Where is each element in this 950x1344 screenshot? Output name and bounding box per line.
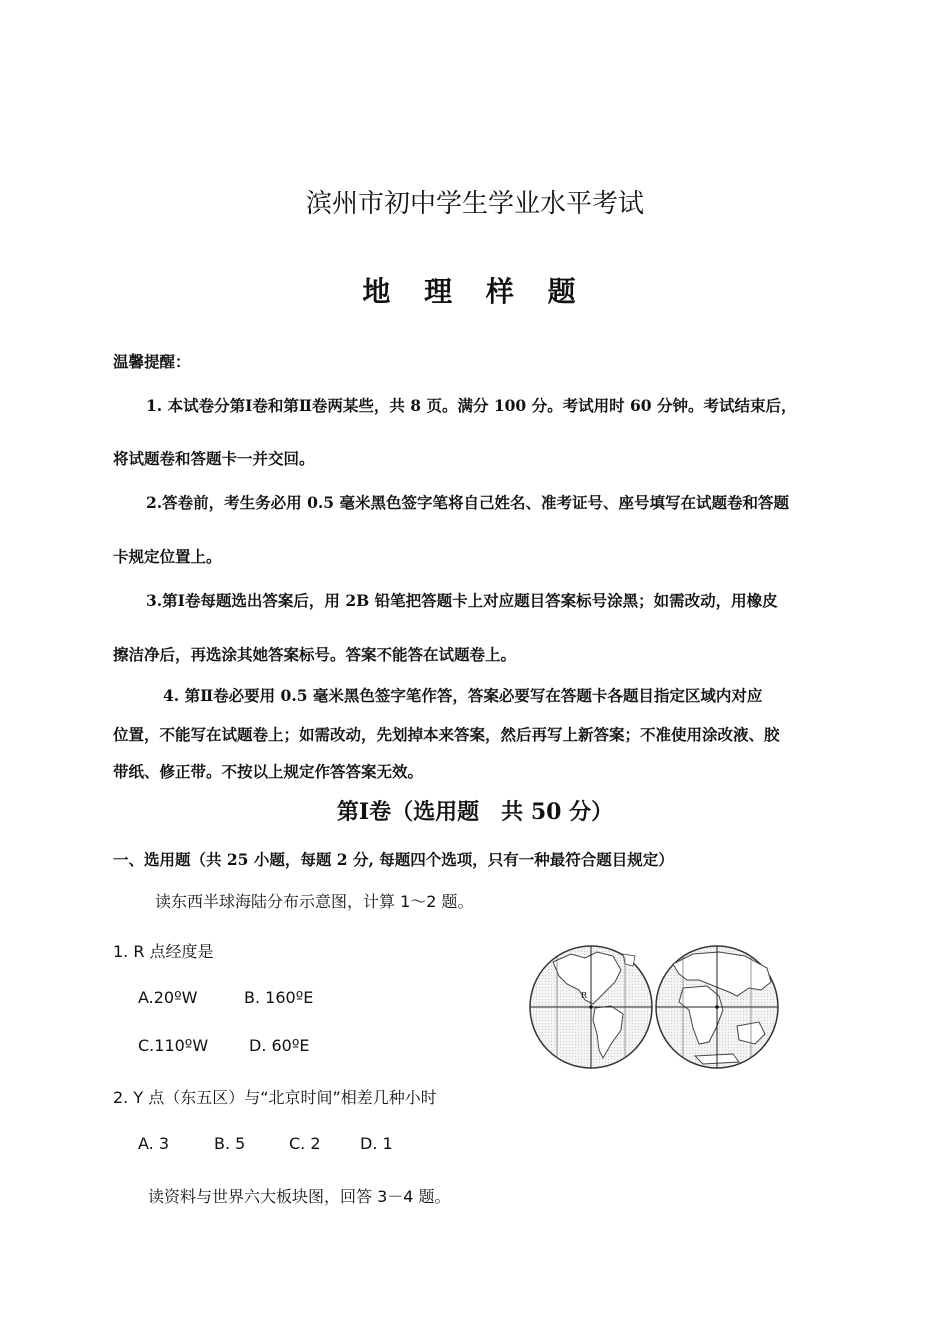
question-2-option-d: D. 1 xyxy=(360,1134,393,1153)
eastern-hemisphere xyxy=(656,946,778,1068)
notice-item-3-line-1: 3.第Ⅰ卷每题选出答案后，用 2B 铅笔把答题卡上对应题目答案标号涂黑；如需改动，用橡皮 xyxy=(146,591,778,610)
section-instruction: 一、选用题（共 25 小题，每题 2 分, 每题四个选项，只有一种最符合题目规定） xyxy=(113,850,674,869)
question-2-stem: 2. Y 点（东五区）与“北京时间”相差几种小时 xyxy=(113,1088,437,1107)
section-title: 第Ⅰ卷（选用题 共 50 分） xyxy=(336,799,614,825)
question-1-options-row-2 xyxy=(138,1036,310,1055)
notice-item-3-line-2: 擦洁净后，再选涂其她答案标号。答案不能答在试题卷上。 xyxy=(113,645,517,664)
question-1-option-b: B. 160ºE xyxy=(244,988,314,1007)
hemisphere-map xyxy=(523,944,786,1070)
exam-title: 滨州市初中学生学业水平考试 xyxy=(305,189,644,219)
notice-item-4-line-3: 带纸、修正带。不按以上规定作答答案无效。 xyxy=(113,762,424,781)
intro-text-2: 读资料与世界六大板块图，回答 3－4 题。 xyxy=(148,1187,451,1206)
map-label-r: R xyxy=(581,991,588,1000)
question-1-option-d: D. 60ºE xyxy=(249,1036,310,1055)
question-2-options xyxy=(138,1134,393,1153)
notice-item-2-line-2: 卡规定位置上。 xyxy=(113,547,222,566)
notice-label: 温馨提醒： xyxy=(113,352,191,371)
question-2-option-b: B. 5 xyxy=(214,1134,246,1153)
notice-item-1-line-1: 1. 本试卷分第Ⅰ卷和第Ⅱ卷两某些，共 8 页。满分 100 分。考试用时 60 分钟。考试结束后， xyxy=(146,396,797,415)
notice-item-2-line-1: 2.答卷前，考生务必用 0.5 毫米黑色签字笔将自己姓名、准考证号、座号填写在试题卷和答题 xyxy=(146,493,789,512)
question-2-option-a: A. 3 xyxy=(138,1134,170,1153)
notice-item-4-line-1: 4. 第Ⅱ卷必要用 0.5 毫米黑色签字笔作答，答案必要写在答题卡各题目指定区域内对应 xyxy=(163,686,763,705)
question-1-option-a: A.20ºW xyxy=(138,988,198,1007)
question-1-option-c: C.110ºW xyxy=(138,1036,209,1055)
exam-subtitle: 地 理 样 题 xyxy=(362,275,588,308)
notice-item-1-line-2: 将试题卷和答题卡一并交回。 xyxy=(113,449,315,468)
intro-text-1: 读东西半球海陆分布示意图，计算 1～2 题。 xyxy=(155,892,474,911)
question-1-stem: 1. R 点经度是 xyxy=(113,942,214,961)
notice-item-4-line-2: 位置，不能写在试题卷上；如需改动，先划掉本来答案，然后再写上新答案；不准使用涂改液、胶 xyxy=(113,725,780,744)
question-2-option-c: C. 2 xyxy=(289,1134,321,1153)
question-1-options-row-1 xyxy=(138,988,313,1007)
western-hemisphere xyxy=(530,946,652,1068)
